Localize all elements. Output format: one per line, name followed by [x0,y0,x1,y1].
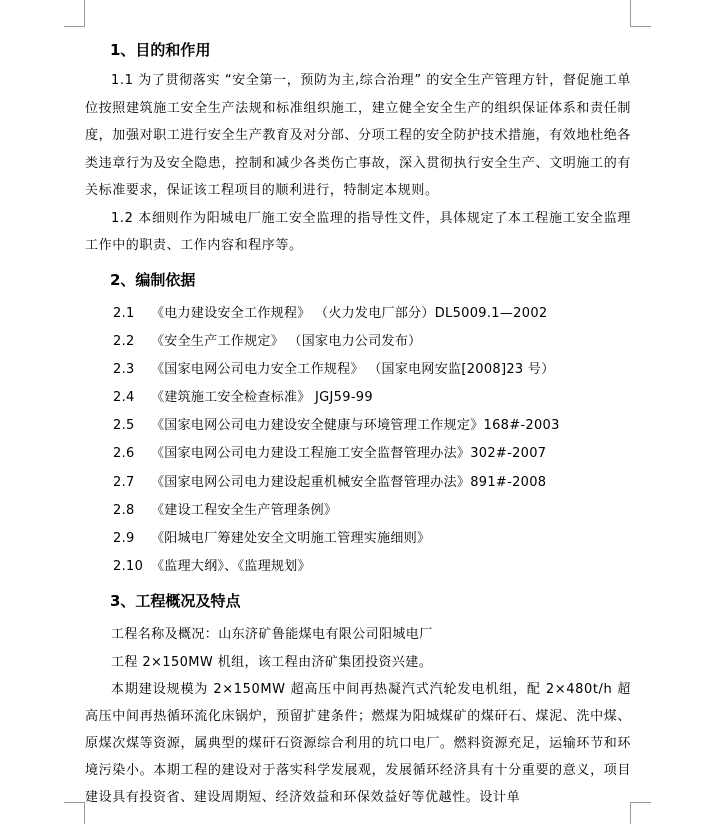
reference-text: 《建设工程安全生产管理条例》 [151,502,338,518]
reference-item [85,525,631,553]
section-heading-2: 2、编制依据 [110,270,196,289]
reference-text: 《国家电网公司电力建设安全健康与环境管理工作规定》168#-2003 [151,418,560,434]
reference-item [85,469,631,497]
reference-number: 2.5 [113,418,135,434]
reference-number: 2.4 [113,390,135,406]
reference-text: 《国家电网公司电力建设工程施工安全监督管理办法》302#-2007 [151,446,547,462]
reference-list [85,300,631,582]
reference-item [85,300,631,328]
reference-item [85,356,631,384]
document-body [85,36,631,811]
reference-text: 《监理大纲》、《监理规划》 [151,559,311,575]
paragraph-3-1: 本期建设规模为 2×150MW 超高压中间再热凝汽式汽轮发电机组，配 2×480t/h 超高压中间再热循环流化床锅炉，预留扩建条件；燃煤为阳城煤矿的煤矸石、煤泥、洗中煤、原煤次煤等资源，属典型的煤矸石资源综合利用的坑口电厂。燃料资源充足，运输环节和环境污染小。本期工程的建设对于落实科学发展观，发展循环经济具有十分重要的意义，项目建设具有投资省、建设周期短、经济效益和环保效益好等优越性。设计单 [85,682,631,806]
page-corner-mark [64,802,85,824]
reference-number: 2.9 [113,531,135,546]
reference-item [85,440,631,468]
reference-number: 2.2 [113,333,135,349]
section-heading-1: 1、目的和作用 [110,41,211,59]
reference-item [85,328,631,356]
project-name-line: 工程名称及概况：山东济矿鲁能煤电有限公司阳城电厂 [111,627,433,643]
reference-number: 2.6 [113,446,135,462]
reference-text: 《国家电网公司电力建设起重机械安全监督管理办法》891#-2008 [151,474,547,490]
reference-text: 《建筑施工安全检查标准》 JGJ59-99 [151,390,373,406]
reference-text: 《安全生产工作规定》 （国家电力公司发布） [151,333,422,349]
reference-item [85,497,631,525]
section-heading-3: 3、工程概况及特点 [110,592,241,611]
paragraph-1-1: 1.1 为了贯彻落实 “安全第一，预防为主,综合治理” 的安全生产管理方针，督促施工单位按照建筑施工安全生产法规和标准组织施工，建立健全安全生产的组织保证体系和责任制度，加强对职工进行安全生产教育及对分部、分项工程的安全防护技术措施，有效地杜绝各类违章行为及安全隐患，控制和减少各类伤亡事故，深入贯彻执行安全生产、文明施工的有关标准要求，保证该工程项目的顺利进行，特制定本规则。 [85,73,631,198]
reference-number: 2.10 [113,559,144,575]
reference-item [85,412,631,440]
reference-number: 2.8 [113,502,135,518]
project-unit-line: 工程 2×150MW 机组，该工程由济矿集团投资兴建。 [111,654,433,670]
page-corner-mark [64,0,85,27]
paragraph-1-2: 1.2 本细则作为阳城电厂施工安全监理的指导性文件，具体规定了本工程施工安全监理工作中的职责、工作内容和程序等。 [85,210,631,253]
reference-text: 《国家电网公司电力安全工作规程》 （国家电网安监[2008]23 号） [151,361,555,377]
reference-text: 《电力建设安全工作规程》 （火力发电厂部分）DL5009.1—2002 [151,305,548,321]
page-corner-mark [630,0,651,27]
reference-item [85,553,631,581]
page-corner-mark [630,802,651,824]
reference-number: 2.7 [113,474,135,490]
reference-item [85,384,631,412]
reference-number: 2.3 [113,361,135,377]
reference-number: 2.1 [113,305,135,321]
reference-text: 《阳城电厂筹建处安全文明施工管理实施细则》 [151,531,431,546]
